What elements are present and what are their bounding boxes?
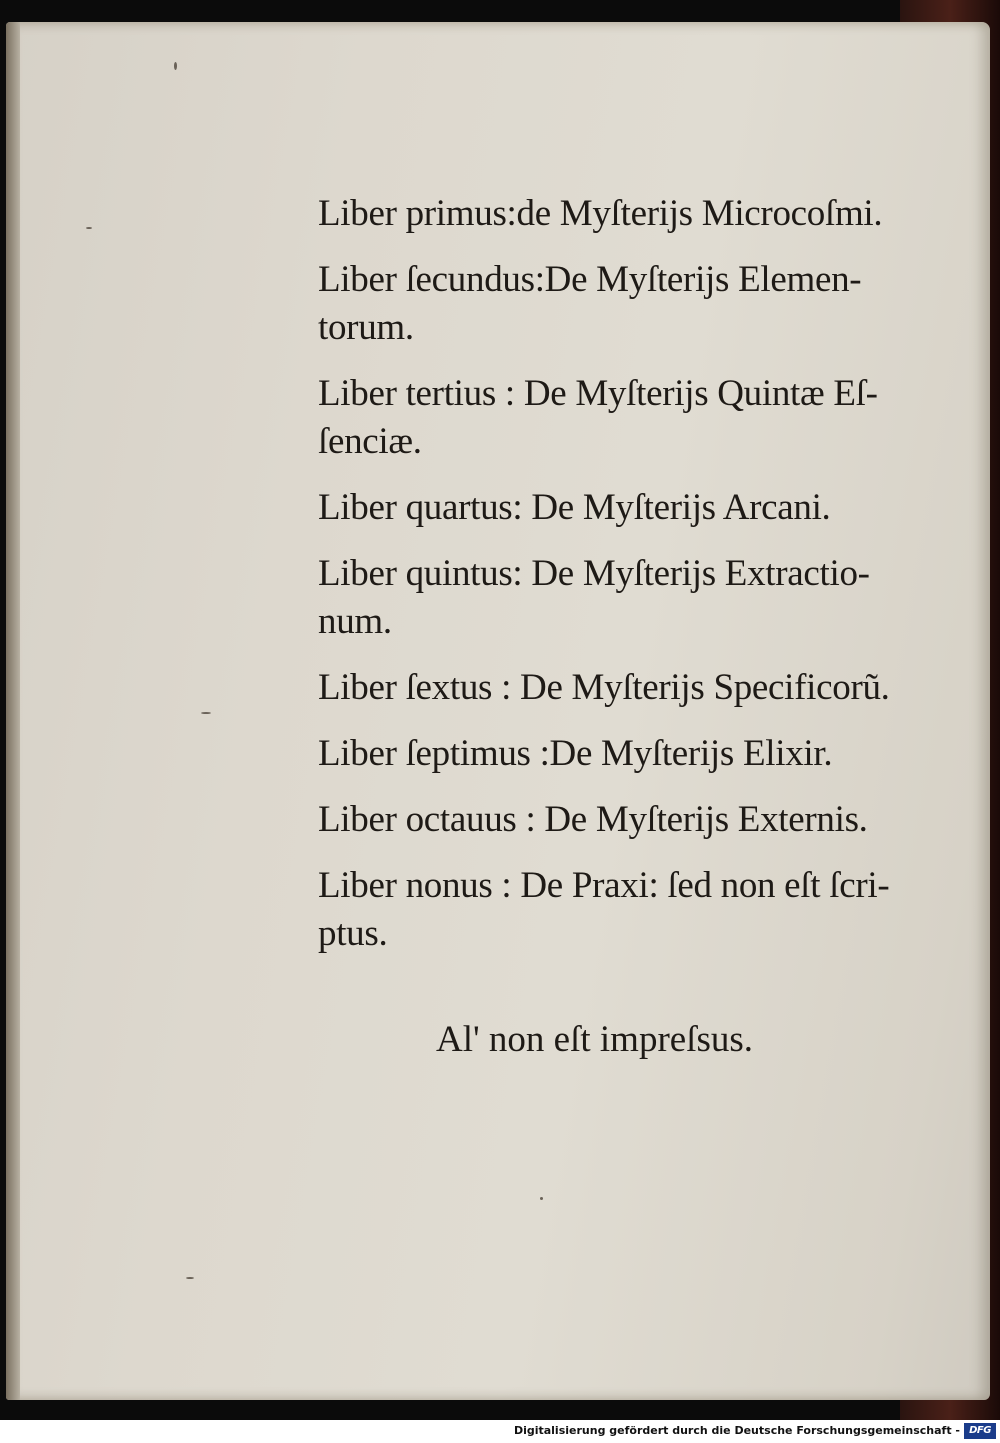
toc-entry-line: Liber ſeptimus :De Myſterijs Elixir. [318, 733, 833, 774]
paper-speck [174, 62, 177, 70]
toc-entry [318, 190, 958, 238]
toc-entry-line: Liber octauus : De Myſterijs Externis. [318, 799, 868, 840]
dfg-logo-icon: DFG [964, 1423, 996, 1439]
toc-entry-line: Liber nonus : De Praxi: ſed non eſt ſcri- [318, 865, 890, 906]
page-gutter-shadow [6, 22, 20, 1400]
toc-entry-line: torum. [318, 307, 414, 348]
paper-speck [86, 227, 92, 229]
toc-entry [318, 370, 958, 466]
toc-entry [318, 484, 958, 532]
toc-entry [318, 256, 958, 352]
toc-entry-line: num. [318, 601, 392, 642]
toc-entry-line: Liber quartus: De Myſterijs Arcani. [318, 487, 831, 528]
toc-entry-line: Liber ſextus : De Myſterijs Specificorũ. [318, 667, 890, 708]
toc-entry-line: ptus. [318, 913, 388, 954]
toc-entry [318, 550, 958, 646]
funding-notice: Digitalisierung gefördert durch die Deutsche Forschungsgemeinschaft - [513, 1424, 960, 1437]
toc-entry-line: Liber quintus: De Myſterijs Extractio- [318, 553, 870, 594]
toc-entry [318, 796, 958, 844]
toc-entry-line: ſenciæ. [318, 421, 422, 462]
toc-entry [318, 862, 958, 958]
toc-entry [318, 730, 958, 778]
digitization-footer [0, 1420, 1000, 1443]
colophon-line: Al' non eſt impreſsus. [436, 1019, 754, 1060]
toc-entry-line: Liber ſecundus:De Myſterijs Elemen- [318, 259, 862, 300]
paper-speck [186, 1277, 194, 1279]
paper-speck [540, 1197, 543, 1200]
toc-entry [318, 664, 958, 712]
toc-entry-line: Liber tertius : De Myſterijs Quintæ Eſ- [318, 373, 878, 414]
table-of-contents [318, 190, 958, 976]
paper-speck [201, 712, 211, 714]
toc-entry-line: Liber primus:de Myſterijs Microcoſmi. [318, 193, 883, 234]
